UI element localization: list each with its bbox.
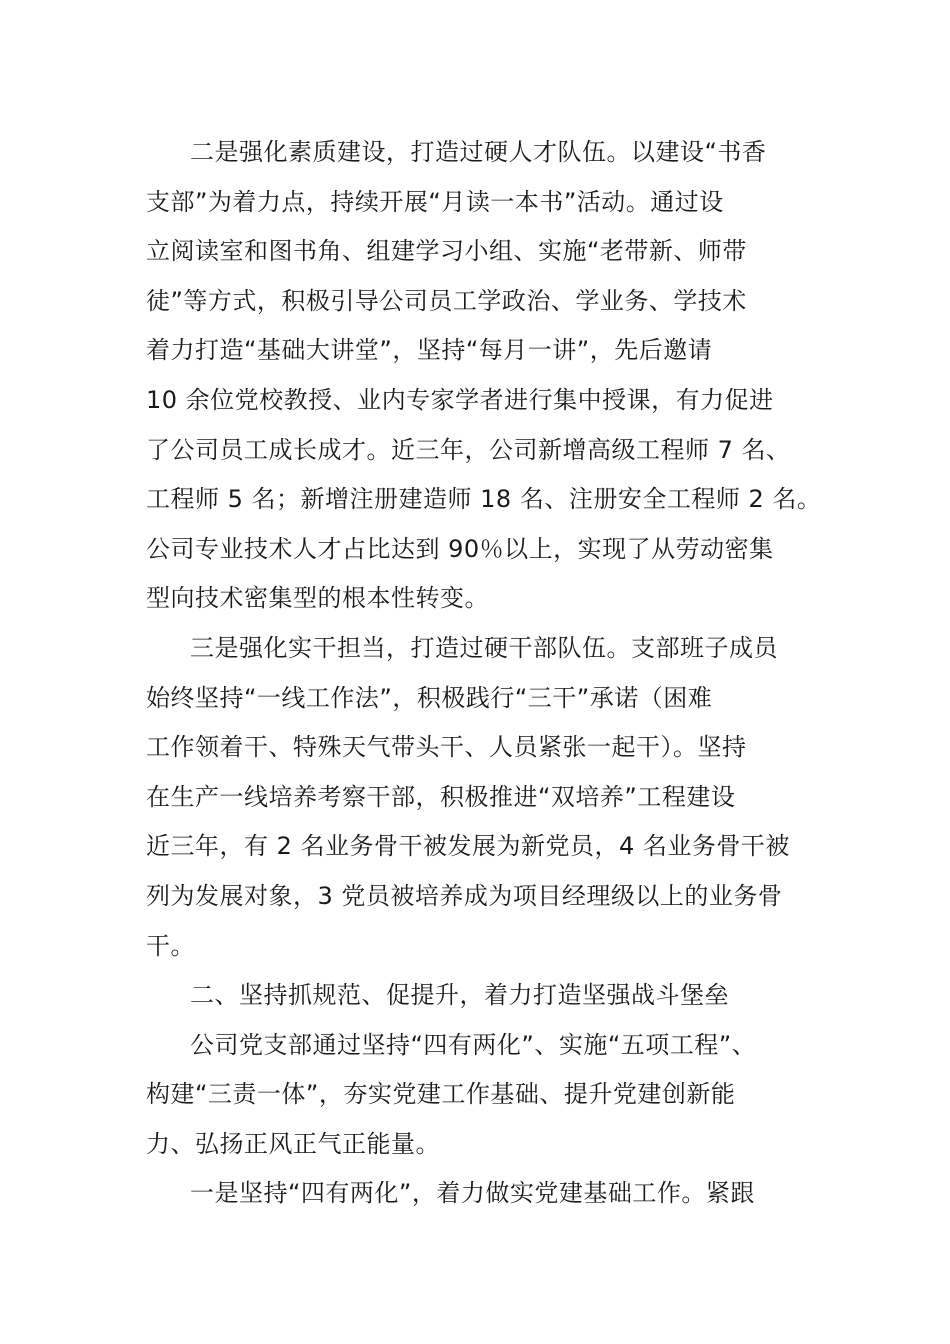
text-line: 列为发展对象，3 党员被培养成为项目经理级以上的业务骨 bbox=[146, 881, 783, 910]
text-line: 工作领着干、特殊天气带头干、人员紧张一起干）。坚持 bbox=[146, 733, 747, 762]
text-line: 力、弘扬正风正气正能量。 bbox=[146, 1129, 440, 1158]
text-line: 支部”为着力点，持续开展“月读一本书”活动。通过设 bbox=[146, 187, 724, 216]
text-line: 一是坚持“四有两化”，着力做实党建基础工作。紧跟 bbox=[190, 1179, 755, 1208]
text-line: 了公司员工成长成才。近三年，公司新增高级工程师 7 名、 bbox=[146, 435, 791, 464]
text-line: 徒”等方式，积极引导公司员工学政治、学业务、学技术 bbox=[146, 286, 747, 315]
text-line: 着力打造“基础大讲堂”，坚持“每月一讲”，先后邀请 bbox=[146, 336, 713, 365]
text-line: 在生产一线培养考察干部，积极推进“双培养”工程建设 bbox=[146, 782, 736, 811]
text-line: 近三年，有 2 名业务骨干被发展为新党员，4 名业务骨干被 bbox=[146, 832, 790, 861]
text-line: 二是强化素质建设，打造过硬人才队伍。以建设“书香 bbox=[190, 138, 767, 166]
text-line: 型向技术密集型的根本性转变。 bbox=[146, 584, 489, 613]
document-body bbox=[146, 128, 822, 1219]
text-line: 始终坚持“一线工作法”，积极践行“三干”承诺（困难 bbox=[146, 683, 713, 712]
text-line: 立阅读室和图书角、组建学习小组、实施“老带新、师带 bbox=[146, 237, 747, 266]
text-line: 公司党支部通过坚持“四有两化”、实施“五项工程”、 bbox=[190, 1030, 757, 1059]
text-line: 二、坚持抓规范、促提升，着力打造坚强战斗堡垒 bbox=[190, 981, 729, 1010]
text-line: 公司专业技术人才占比达到 90％以上，实现了从劳动密集 bbox=[146, 534, 774, 563]
text-line: 工程师 5 名；新增注册建造师 18 名、注册安全工程师 2 名。 bbox=[146, 485, 822, 514]
text-line: 三是强化实干担当，打造过硬干部队伍。支部班子成员 bbox=[190, 633, 778, 662]
text-line: 构建“三责一体”，夯实党建工作基础、提升党建创新能 bbox=[146, 1080, 736, 1109]
text-line: 干。 bbox=[146, 931, 195, 960]
text-line: 10 余位党校教授、业内专家学者进行集中授课，有力促进 bbox=[146, 385, 774, 414]
